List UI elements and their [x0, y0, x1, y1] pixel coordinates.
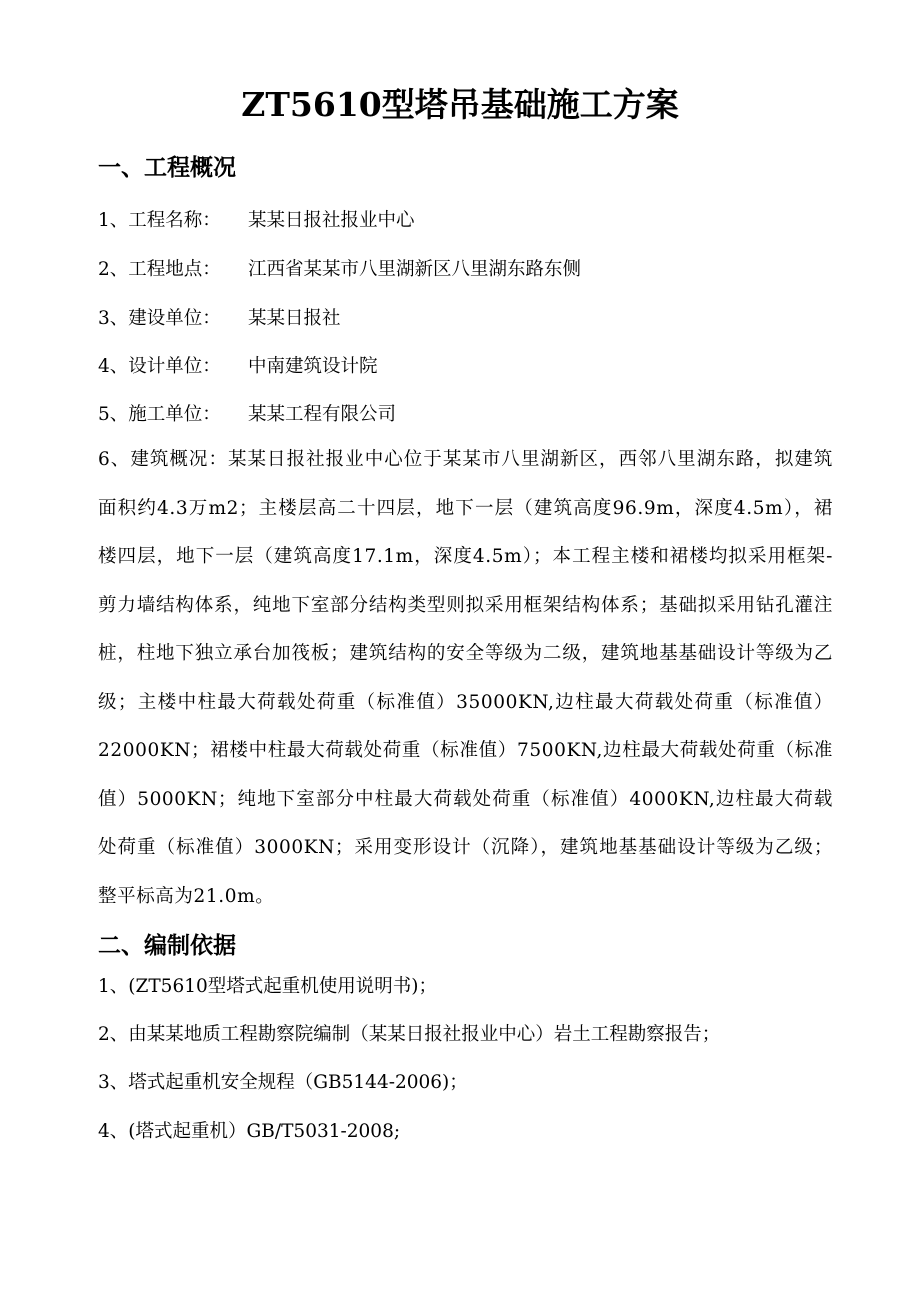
section-heading-basis: 二、编制依据 [98, 932, 236, 959]
overview-item-project-name [98, 207, 415, 235]
overview-item-designer [98, 353, 378, 381]
overview-item-project-location [98, 256, 581, 284]
basis-item: 2、由某某地质工程勘察院编制（某某日报社报业中心）岩土工程勘察报告； [98, 1024, 721, 1045]
item-label: 5、施工单位： [98, 404, 221, 425]
document-title: ZT5610型塔吊基础施工方案 [241, 85, 679, 124]
item-value: 中南建筑设计院 [248, 356, 378, 377]
basis-item: 1、(ZT5610型塔式起重机使用说明书)； [98, 976, 437, 997]
item-value: 某某日报社 [248, 308, 341, 329]
section-heading-overview: 一、工程概况 [98, 154, 236, 181]
item-value: 江西省某某市八里湖新区八里湖东路东侧 [248, 259, 582, 280]
overview-item-contractor [98, 401, 396, 429]
building-overview-paragraph: 6、建筑概况：某某日报社报业中心位于某某市八里湖新区，西邻八里湖东路，拟建筑面积约4.3万m2；主楼层高二十四层，地下一层（建筑高度96.9m，深度4.5m），裙楼四层，地下一层（建筑高度17.1m，深度4.5m）；本工程主楼和裙楼均拟采用框架-剪力墙结构体系，纯地下室部分结构类型则拟采用框架结构体系；基础拟采用钻孔灌注桩，柱地下独立承台加筏板；建筑结构的安全等级为二级，建筑地基基础设计等级为乙级；主楼中柱最大荷载处荷重（标准值）35000KN,边柱最大荷载处荷重（标准值）22000KN；裙楼中柱最大荷载处荷重（标准值）7500KN,边柱最大荷载处荷重（标准值）5000KN；纯地下室部分中柱最大荷载处荷重（标准值）4000KN,边柱最大荷载处荷重（标准值）3000KN；采用变形设计（沉降），建筑地基基础设计等级为乙级；整平标高为21.0m。 [98, 449, 833, 907]
item-value: 某某工程有限公司 [248, 404, 397, 425]
item-label: 3、建设单位： [98, 308, 221, 329]
item-label: 1、工程名称： [98, 210, 221, 231]
overview-item-owner [98, 305, 341, 333]
item-label: 2、工程地点： [98, 259, 221, 280]
item-value: 某某日报社报业中心 [248, 210, 415, 231]
basis-item: 4、(塔式起重机）GB/T5031-2008; [98, 1121, 401, 1142]
item-label: 4、设计单位： [98, 356, 221, 377]
basis-item: 3、塔式起重机安全规程（GB5144-2006)； [98, 1072, 468, 1093]
